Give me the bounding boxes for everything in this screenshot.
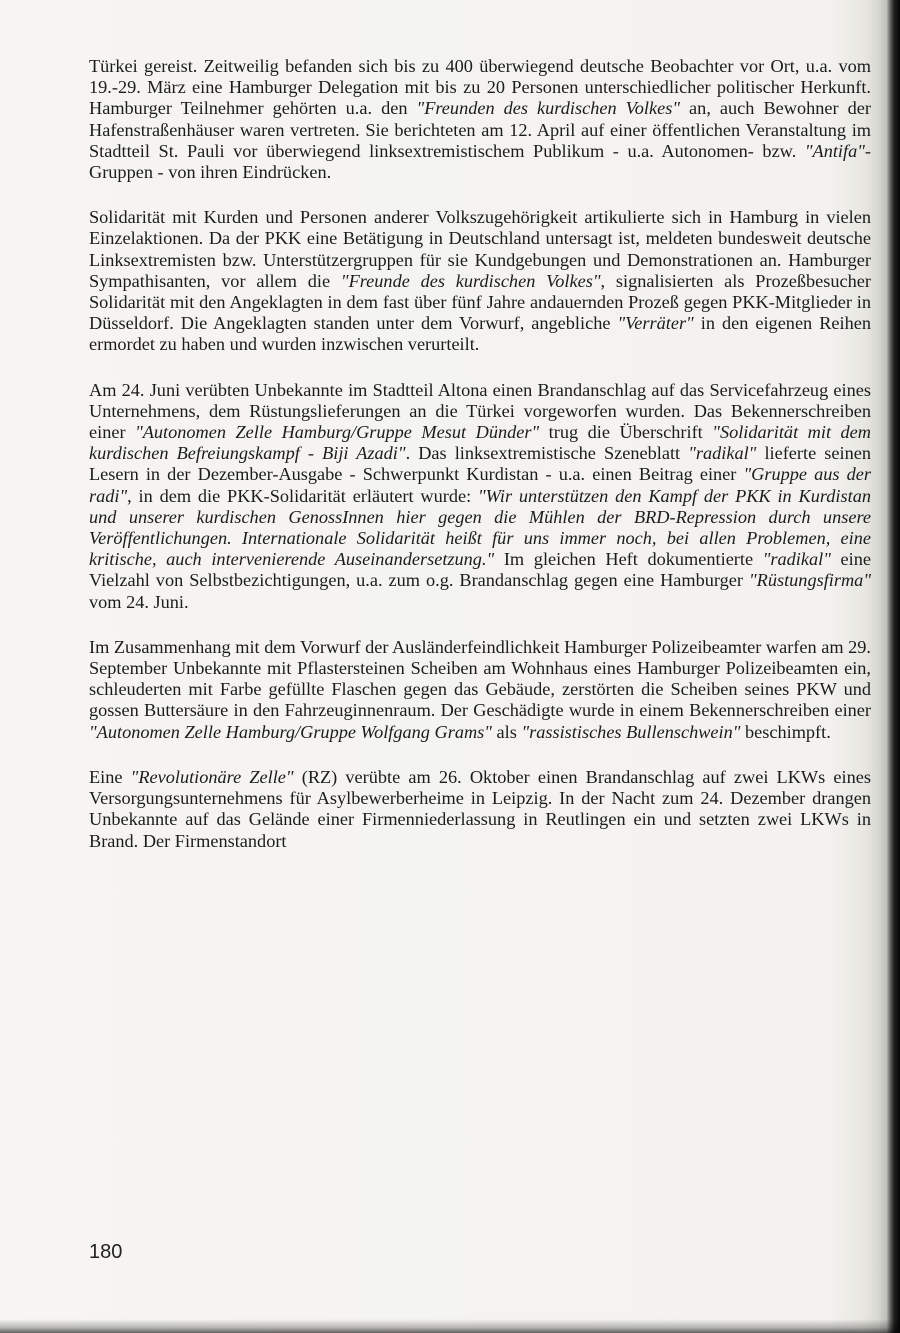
paragraph (89, 207, 871, 355)
text-run: -Gruppen - von ihren Eindrücken. (89, 140, 871, 183)
text-run: Solidarität mit Kurden und Personen anderer Volkszugehörigkeit artikulierte sich in Hamburg in vielen Einzelaktionen. Da der PKK eine Betätigung in Deutschland untersagt ist, meldeten bundesweit deutsche Linksextremisten bzw. Unterstützergruppen für sie Kundgebungen und Demonstrationen an. Hamburger Sympathisanten, vor allem die (89, 207, 871, 291)
quoted-italic-text: "Verräter" (617, 313, 694, 334)
quoted-italic-text: "Rüstungsfirma" (748, 570, 871, 591)
quoted-italic-text: "Freunde des kurdischen Volkes" (340, 270, 601, 291)
text-run: eine Vielzahl von Selbstbezichtigungen, u.a. zum o.g. Brandanschlag gegen eine Hamburger (89, 549, 871, 591)
paragraph (89, 380, 871, 613)
text-run: an, auch Bewohner der Hafenstraßenhäuser waren vertreten. Sie berichteten am 12. April auf einer öffentlichen Veranstaltung im Stadtteil St. Pauli vor überwiegend linksextremistischem Publikum - u.a. Autonomen- bzw. (89, 98, 871, 161)
paragraph (89, 767, 871, 852)
text-run: lieferte seinen Lesern in der Dezember-Ausgabe - Schwerpunkt Kurdistan - u.a. einen Beitrag einer (89, 443, 871, 485)
body-text (89, 56, 871, 876)
text-run: Türkei gereist. Zeitweilig befanden sich bis zu 400 überwiegend deutsche Beobachter vor Ort, u.a. vom 19.-29. März eine Hamburger Delegation mit bis zu 20 Personen unterschiedlicher politischer Herkunft. Hamburger Teilnehmer gehörten u.a. den (89, 56, 871, 119)
paragraph (89, 56, 871, 183)
text-run: vom 24. Juni. (89, 591, 189, 612)
text-run: Eine (89, 766, 131, 787)
text-run: , signalisierten als Prozeßbesucher Solidarität mit den Angeklagten in dem fast über fünf Jahre andauernden Prozeß gegen PKK-Mitglieder in Düsseldorf. Die Angeklagten standen unter dem Vorwurf, angebliche (89, 270, 872, 334)
quoted-italic-text: "Revolutionäre Zelle" (130, 766, 294, 787)
text-run: als (491, 721, 522, 742)
text-run: Am 24. Juni verübten Unbekannte im Stadtteil Altona einen Brandanschlag auf das Servicefahrzeug eines Unternehmens, dem Rüstungslieferungen an die Türkei vorgeworfen wurden. Das Bekennerschreiben einer (89, 379, 871, 443)
text-run: , in dem die PKK-Solidarität erläutert wurde: (127, 485, 478, 506)
quoted-italic-text: "Autonomen Zelle Hamburg/Gruppe Wolfgang Grams" (89, 721, 492, 742)
text-run: trug die Überschrift (539, 422, 713, 443)
text-run: . Das linksextremistische Szeneblatt (405, 443, 689, 464)
text-run: in den eigenen Reihen ermordet zu haben und wurden inzwischen verurteilt. (89, 313, 871, 355)
quoted-italic-text: "Autonomen Zelle Hamburg/Gruppe Mesut Dünder" (135, 422, 540, 443)
quoted-italic-text: "Freunden des kurdischen Volkes" (416, 98, 681, 119)
quoted-italic-text: "Solidarität mit dem kurdischen Befreiungskampf - Biji Azadi" (89, 422, 872, 464)
quoted-italic-text: "radikal" (762, 549, 831, 570)
page-number: 180 (89, 1241, 123, 1263)
text-run: beschimpft. (740, 721, 831, 742)
quoted-italic-text: "radikal" (688, 443, 757, 464)
paragraph (89, 637, 871, 743)
quoted-italic-text: "Wir unterstützen den Kampf der PKK in Kurdistan und unserer kurdischen GenossInnen hier gegen die Mühlen der BRD-Repression durch unsere Veröffentlichungen. Internationale Solidarität heißt für uns immer noch, bei allen Problemen, eine kritische, auch intervenierende Auseinandersetzung." (89, 485, 871, 570)
quoted-italic-text: "Antifa" (804, 140, 865, 161)
page-bottom-edge (0, 1319, 900, 1333)
text-run: Im Zusammenhang mit dem Vorwurf der Ausländerfeindlichkeit Hamburger Polizeibeamter warfen am 29. September Unbekannte mit Pflastersteinen Scheiben am Wohnhaus eines Hamburger Polizeibeamten ein, schleuderten mit Farbe gefüllte Flaschen gegen das Gebäude, zerstörten die Scheiben seines PKW und gossen Buttersäure in den Fahrzeuginnenraum. Der Geschädigte wurde in einem Bekennerschreiben einer (89, 636, 871, 721)
book-spine-shadow (878, 0, 900, 1333)
text-run: Im gleichen Heft dokumentierte (494, 549, 763, 570)
quoted-italic-text: "Gruppe aus der radi" (89, 464, 871, 506)
quoted-italic-text: "rassistisches Bullenschwein" (521, 721, 741, 742)
text-run: (RZ) verübte am 26. Oktober einen Brandanschlag auf zwei LKWs eines Versorgungsunternehmens für Asylbewerberheime in Leipzig. In der Nacht zum 24. Dezember drangen Unbekannte auf das Gelände einer Firmenniederlassung in Reutlingen ein und setzten zwei LKWs in Brand. Der Firmenstandort (89, 766, 871, 851)
